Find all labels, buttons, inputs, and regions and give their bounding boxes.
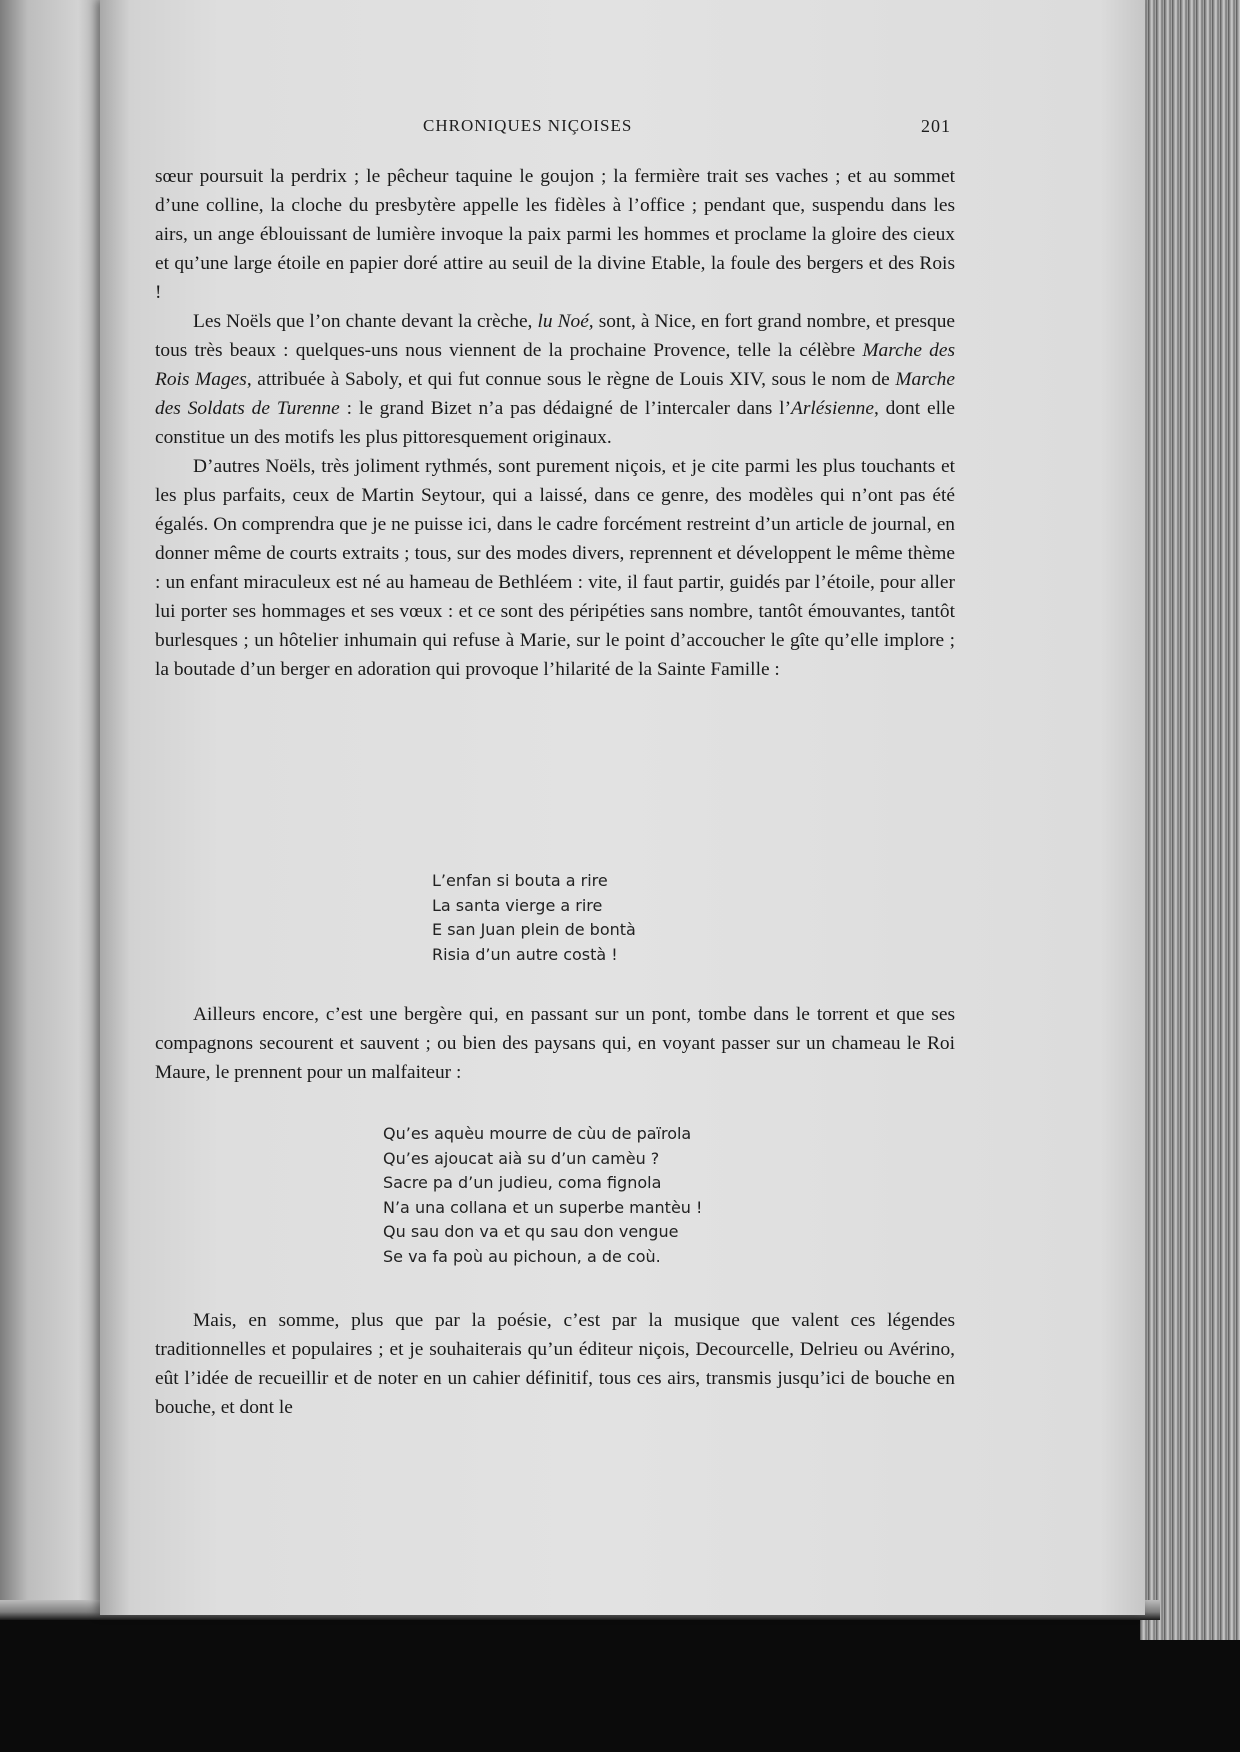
running-head: CHRONIQUES NIÇOISES	[423, 116, 633, 135]
verse-excerpt-1	[432, 869, 636, 967]
paragraph	[155, 307, 955, 452]
verse-line: La santa vierge a rire	[432, 895, 603, 915]
text-run: sœur poursuit la perdrix ; le pêcheur taquine le goujon ; la fermière trait ses vaches ; et au sommet d’une colline, la cloche du presbytère appelle les fidèles à l’office ; pendant que, suspendu dans les airs, un ange éblouissant de lumière invoque la paix parmi les hommes et proclame la gloire des cieux et qu’une large étoile en papier doré attire au seuil de la divine Etable, la foule des bergers et des Rois !	[155, 166, 955, 303]
verse-line: Qu’es ajoucat aià su d’un camèu ?	[383, 1148, 660, 1168]
text-run: Les Noëls que l’on chante devant la crèche,	[193, 311, 538, 332]
verse-line: Qu sau don va et qu sau don vengue	[383, 1222, 679, 1241]
paragraph	[155, 162, 955, 307]
paragraph: Ailleurs encore, c’est une bergère qui, en passant sur un pont, tombe dans le torrent et que ses compagnons secourent et sauvent ; ou bien des paysans qui, en voyant passer sur un chameau le Roi Maure, le prennent pour un malfaiteur :	[155, 1004, 955, 1083]
verse-line: L’enfan si bouta a rire	[432, 871, 608, 890]
text-run: : le grand Bizet n’a pas dédaigné de l’intercaler dans l’	[339, 398, 792, 419]
text-run: D’autres Noëls, très joliment rythmés, sont purement niçois, et je cite parmi les plus touchants et les plus parfaits, ceux de Martin Seytour, qui a laissé, dans ce genre, des modèles qui n’ont pas été égalés. On comprendra que je ne puisse ici, dans le cadre forcément restreint d’un article de journal, en donner même de courts extraits ; tous, sur des modes divers, reprennent et développent le même thème : un enfant miraculeux est né au hameau de Bethléem : vite, il faut partir, guidés par l’étoile, pour aller lui porter ses hommages et ses vœux : et ce sont des péripéties sans nombre, tantôt émouvantes, tantôt burlesques ; un hôtelier inhumain qui refuse à Marie, sur le point d’accoucher le gîte qu’elle implore ; la boutade d’un berger en adoration qui provoque l’hilarité de la Sainte Famille :	[155, 456, 955, 680]
text-block-intro	[155, 162, 955, 684]
text-block-closing	[155, 1306, 955, 1422]
verse-line: E san Juan plein de bontà	[432, 920, 636, 939]
verse-line: Qu’es aquèu mourre de cùu de païrola	[383, 1124, 692, 1143]
text-run: , attribuée à Saboly, et qui fut connue sous le règne de Louis XIV, sous le nom de	[246, 369, 896, 390]
paragraph	[155, 452, 955, 684]
verse-line: Se va fa poù au pichoun, a de coù.	[383, 1246, 661, 1266]
text-run: , dont elle constitue un des motifs les plus pittoresquement originaux.	[155, 398, 955, 448]
verse-line: Risia d’un autre costà !	[432, 944, 618, 964]
verse-excerpt-2	[383, 1122, 702, 1269]
text-run: sont, à Nice, en fort grand nombre, et presque tous très beaux : quelques-uns nous viennent de la prochaine Provence, telle la célèbre	[155, 311, 956, 361]
verse-line: N’a una collana et un superbe mantèu !	[383, 1197, 703, 1217]
italic-title: lu Noé,	[537, 311, 594, 332]
page-number: 201	[921, 116, 951, 136]
italic-title: Marche des Rois Mages	[155, 340, 956, 390]
verse-line: Sacre pa d’un judieu, coma fignola	[383, 1173, 662, 1192]
paragraph: Mais, en somme, plus que par la poésie, c’est par la musique que valent ces légendes traditionnelles et populaires ; et je souhaiterais qu’un éditeur niçois, Decourcelle, Delrieu ou Avérino, eût l’idée de recueillir et de noter en un cahier définitif, tous ces airs, transmis jusqu’ici de bouche en bouche, et dont le	[155, 1310, 955, 1418]
facing-page-edge	[0, 0, 112, 1615]
page-stack-edge	[1140, 0, 1240, 1640]
italic-title: Marche des Soldats de Turenne	[155, 369, 955, 419]
italic-title: Arlésienne	[791, 398, 874, 419]
text-block-middle	[155, 1000, 955, 1087]
